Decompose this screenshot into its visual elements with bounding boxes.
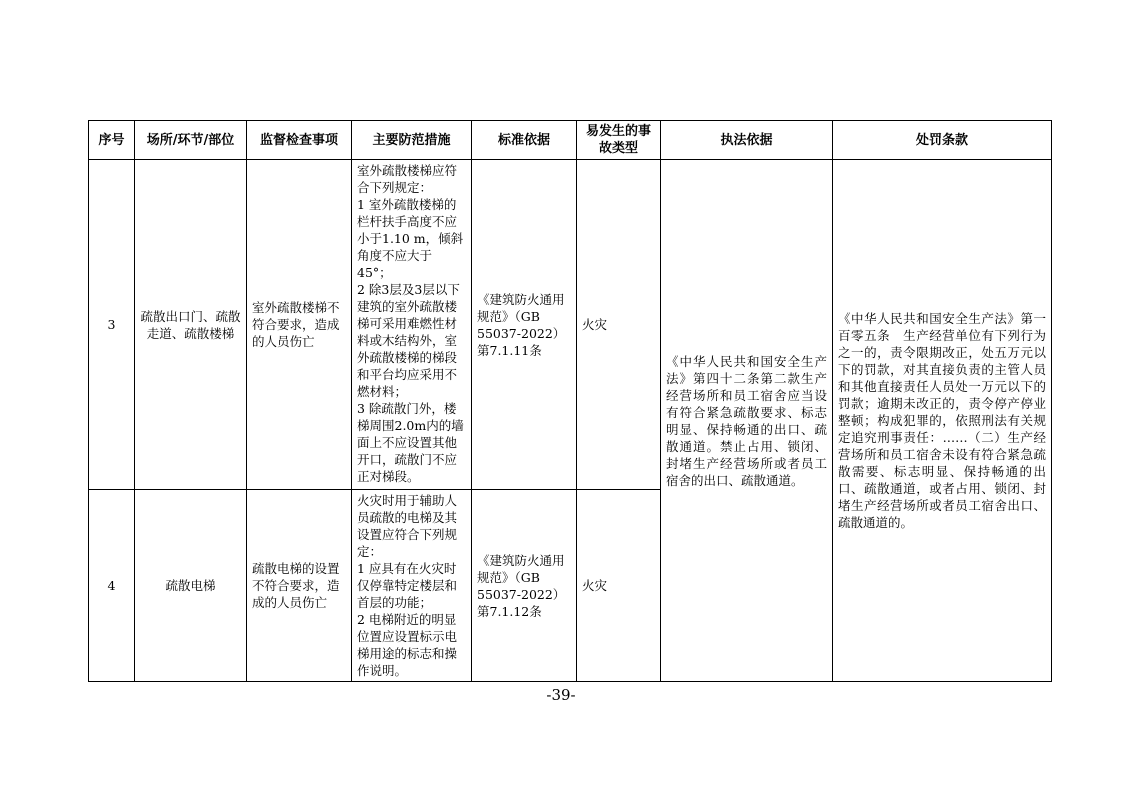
header-inspection-item: 监督检查事项 (247, 121, 352, 160)
row-measures: 火灾时用于辅助人员疏散的电梯及其设置应符合下列规定： 1 应具有在火灾时仅停靠特定楼层和首层的功能； 2 电梯附近的明显位置应设置标示电梯用途的标志和操作说明。 (352, 490, 472, 682)
row-measures: 室外疏散楼梯应符合下列规定： 1 室外疏散楼梯的栏杆扶手高度不应小于1.10 m，倾斜角度不应大于45°； 2 除3层及3层以下建筑的室外疏散楼梯可采用难燃性材料或木结构外，室外疏散楼梯的梯段和平台均应采用不燃材料； 3 除疏散门外，楼梯周围2.0m内的墙面上不应设置其他开口，疏散门不应正对梯段。 (352, 160, 472, 490)
header-penalty: 处罚条款 (833, 121, 1052, 160)
header-accident-type: 易发生的事故类型 (577, 121, 661, 160)
row-standard: 《建筑防火通用规范》（GB 55037-2022）第7.1.12条 (472, 490, 577, 682)
row-place: 疏散出口门、疏散走道、疏散楼梯 (135, 160, 247, 490)
page-number: -39- (546, 686, 576, 704)
row-accident-type: 火灾 (577, 160, 661, 490)
header-index: 序号 (89, 121, 135, 160)
row-accident-type: 火灾 (577, 490, 661, 682)
header-standard: 标准依据 (472, 121, 577, 160)
row-inspection-item: 疏散电梯的设置不符合要求，造成的人员伤亡 (247, 490, 352, 682)
row-index: 4 (89, 490, 135, 682)
law-basis-cell: 《中华人民共和国安全生产法》第四十二条第二款生产经营场所和员工宿舍应当设有符合紧急疏散要求、标志明显、保持畅通的出口、疏散通道。禁止占用、锁闭、封堵生产经营场所或者员工宿舍的出口、疏散通道。 (661, 160, 833, 682)
table-row (89, 160, 1052, 490)
header-law-basis: 执法依据 (661, 121, 833, 160)
penalty-cell: 《中华人民共和国安全生产法》第一百零五条 生产经营单位有下列行为之一的，责令限期改正，处五万元以下的罚款，对其直接负责的主管人员和其他直接责任人员处一万元以下的罚款；逾期未改正的，责令停产停业整顿；构成犯罪的，依照刑法有关规定追究刑事责任：……（二）生产经营场所和员工宿舍未设有符合紧急疏散需要、标志明显、保持畅通的出口、疏散通道，或者占用、锁闭、封堵生产经营场所或者员工宿舍出口、疏散通道的。 (833, 160, 1052, 682)
regulation-table (88, 120, 1052, 682)
header-place: 场所/环节/部位 (135, 121, 247, 160)
table-header-row (89, 121, 1052, 160)
row-standard: 《建筑防火通用规范》（GB 55037-2022）第7.1.11条 (472, 160, 577, 490)
row-index: 3 (89, 160, 135, 490)
header-measures: 主要防范措施 (352, 121, 472, 160)
row-inspection-item: 室外疏散楼梯不符合要求，造成的人员伤亡 (247, 160, 352, 490)
row-place: 疏散电梯 (135, 490, 247, 682)
